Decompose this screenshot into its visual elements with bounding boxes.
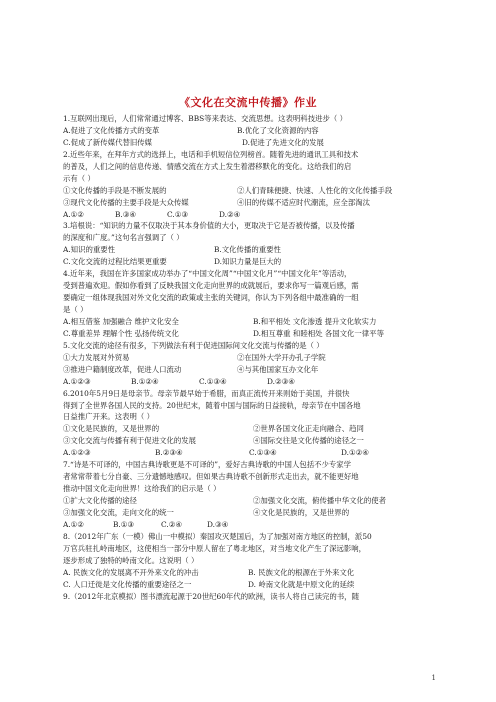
option-row (63, 197, 435, 209)
statement-3: ③加强文化交流，走向文化的统一 (63, 507, 174, 517)
answer-a: A.①② (63, 519, 84, 529)
option-row (63, 256, 435, 268)
page-number: 1 (431, 674, 436, 682)
answer-b: B.①③ (113, 519, 135, 529)
option-c: C.文化交流的过程比结果更重要 (63, 257, 167, 267)
statement-2: ②在国外大学开办孔子学院 (237, 352, 326, 362)
option-d: D.相互尊重 和睦相处 各国文化一律平等 (253, 328, 384, 338)
text-line: 4.近年来，我国在许多国家成功举办了“中国文化周”“中国文化月”“中国文化年”等活动， (63, 269, 352, 279)
option-c: C. 人口迁徙是文化传播的重要途径之一 (63, 579, 192, 589)
option-row (63, 567, 435, 579)
statement-3: ③文化交流与传播有利于促进文化的发展 (63, 436, 197, 446)
option-d: D. 岭南文化就是中原文化的延续 (248, 579, 355, 589)
page-title: 《文化在交流中传播》作业 (179, 96, 317, 109)
text-line: 是（ ） (63, 305, 88, 314)
option-row (63, 316, 435, 328)
text-line: 推动中国文化走向世界！这给我们的启示是（ ） (63, 484, 221, 494)
statement-3: ③现代文化传播的主要手段是大众传媒 (63, 197, 189, 207)
answer-b: B.③④ (115, 209, 137, 219)
answer-a: A.①②③ (63, 376, 91, 386)
statement-4: ④国际交往是文化传播的途径之一 (253, 436, 364, 446)
statement-1: ①大力发展对外贸易 (63, 352, 130, 362)
option-a: A. 民族文化的发展离不开外来文化的冲击 (63, 567, 199, 577)
text-line: 5.文化交流的途径有很多，下列做法有利于促进国际间文化交流与传播的是（ ） (63, 340, 324, 350)
text-line: 受到普遍欢迎。假如你看到了反映我国文化走向世界的成就展后，要求你写一篇观后感，需 (63, 281, 359, 291)
text-line: 逐步形成了独特的岭南文化。这说明（ ） (63, 555, 199, 565)
answer-d: D.③④ (207, 519, 229, 529)
text-line: 示有（ ） (63, 173, 95, 183)
answer-c: C.①③④ (199, 376, 227, 386)
text-line: 2.近些年来，在拜年方式的选择上，电话和手机短信位列榜首。随着先进的通讯工具和技术 (63, 149, 359, 159)
option-d: D.知识力量是巨大的 (214, 257, 282, 267)
text-line: 者常常带着七分自豪、三分遗憾地感叹。但如果古典诗歌不创新形式走出去，就不能更好地 (63, 472, 359, 482)
option-row (63, 507, 435, 519)
option-c: C.尊重差异 理解个性 弘扬传统文化 (63, 328, 179, 338)
option-d: D.促进了先进文化的发展 (242, 137, 324, 147)
text-line: 1.互联网出现后，人们常常通过博客、BBS等来表达、交流思想。这表明科技进步（ ） (63, 114, 348, 123)
text-line: 9.（2012年北京模拟）图书漂流起源于20世纪60年代的欧洲，读书人将自己读完的书，随 (63, 591, 359, 601)
answer-b: B.②③④ (155, 448, 183, 458)
answer-c: C.②④ (161, 519, 182, 529)
statement-3: ③推进户籍制度改革，促进人口流动 (63, 364, 182, 374)
option-row (63, 137, 435, 149)
text-line: 得到了全世界各国人民的支持。20世纪末，随着中国与国际的日益接轨，母亲节在中国各地 (63, 400, 361, 410)
option-row (63, 579, 435, 591)
option-row (63, 435, 435, 447)
statement-2: ②加强文化交流，俯传播中华文化的使者 (253, 496, 387, 505)
answer-b: B.①②④ (131, 376, 159, 386)
answer-d: D.②③④ (267, 376, 295, 386)
option-row (63, 185, 435, 197)
text-line: 8.（2012年广东（一模）佛山一中模拟）秦国攻灭楚国后，为了加强对南方地区的控制，派50 (63, 531, 372, 541)
answer-row (63, 376, 435, 388)
option-row (63, 495, 435, 507)
option-b: B. 民族文化的根源在于外来文化 (248, 567, 355, 577)
text-line: 的深度和广度。”这句名言强调了（ ） (63, 233, 184, 243)
statement-4: ④与其他国家互办文化年 (237, 364, 319, 374)
option-row (63, 125, 435, 137)
answer-d: D.②④ (219, 209, 241, 219)
option-a: A.促进了文化传播方式的变革 (63, 125, 160, 135)
option-row (63, 364, 435, 376)
statement-4: ④旧的传媒不适应时代潮流，应全部淘汰 (237, 197, 371, 207)
answer-c: C.①③ (167, 209, 188, 219)
question-body (63, 113, 435, 602)
text-line: 日益推广开来。这表明（ ） (63, 412, 155, 422)
option-b: B.优化了文化资源的内容 (237, 125, 319, 135)
answer-a: A.①②③ (63, 448, 91, 458)
answer-c: C.①③④ (249, 448, 277, 458)
answer-row (63, 519, 435, 531)
option-row (63, 328, 435, 340)
option-b: B.和平相处 文化渗透 提升文化软实力 (253, 316, 377, 326)
text-line: 的普及，人们之间的信息传递、情感交流在方式上发生着潜移默化的变化。这给我们的启 (63, 161, 352, 171)
statement-2: ②世界各国文化正走向融合、趋同 (253, 424, 364, 434)
text-line: 3.培根说：“知识的力量不仅取决于其本身价值的大小，更取决于它是否被传播，以及传播 (63, 221, 355, 231)
statement-1: ①扩大文化传播的途径 (63, 496, 137, 505)
text-line: 6.2010年5月9日是母亲节。母亲节最早始于希腊，而真正流传开来则始于美国，并很快 (63, 388, 350, 398)
option-a: A.知识的重要性 (63, 245, 116, 255)
answer-a: A.①② (63, 209, 84, 219)
statement-2: ②人们青睐便捷、快速、人性化的文化传播手段 (237, 185, 393, 195)
answer-row (63, 447, 435, 459)
answer-row (63, 209, 435, 221)
text-line: 要确定一组体现我国对外文化交流的政策或主张的关键词，你认为下列各组中最准确的一组 (63, 293, 359, 303)
option-row (63, 423, 435, 435)
option-b: B.文化传播的重要性 (214, 245, 281, 255)
statement-4: ④文化是民族的，又是世界的 (253, 507, 350, 517)
option-row (63, 244, 435, 256)
answer-d: D.①②④ (341, 448, 369, 458)
option-c: C.促成了新传媒代替旧传媒 (63, 137, 153, 147)
text-line: 7.“诗是不可译的，中国古典诗歌更是不可译的”，爱好古典诗歌的中国人包括不少专家学 (63, 460, 352, 470)
option-row (63, 352, 435, 364)
statement-1: ①文化是民族的，又是世界的 (63, 424, 160, 434)
statement-1: ①文化传播的手段是不断发展的 (63, 185, 167, 195)
text-line: 万官兵驻扎岭南地区，这使相当一部分中原人留在了粤北地区，对当地文化产生了深远影响， (63, 543, 367, 553)
option-a: A.相互借鉴 加强融合 维护文化安全 (63, 316, 179, 326)
